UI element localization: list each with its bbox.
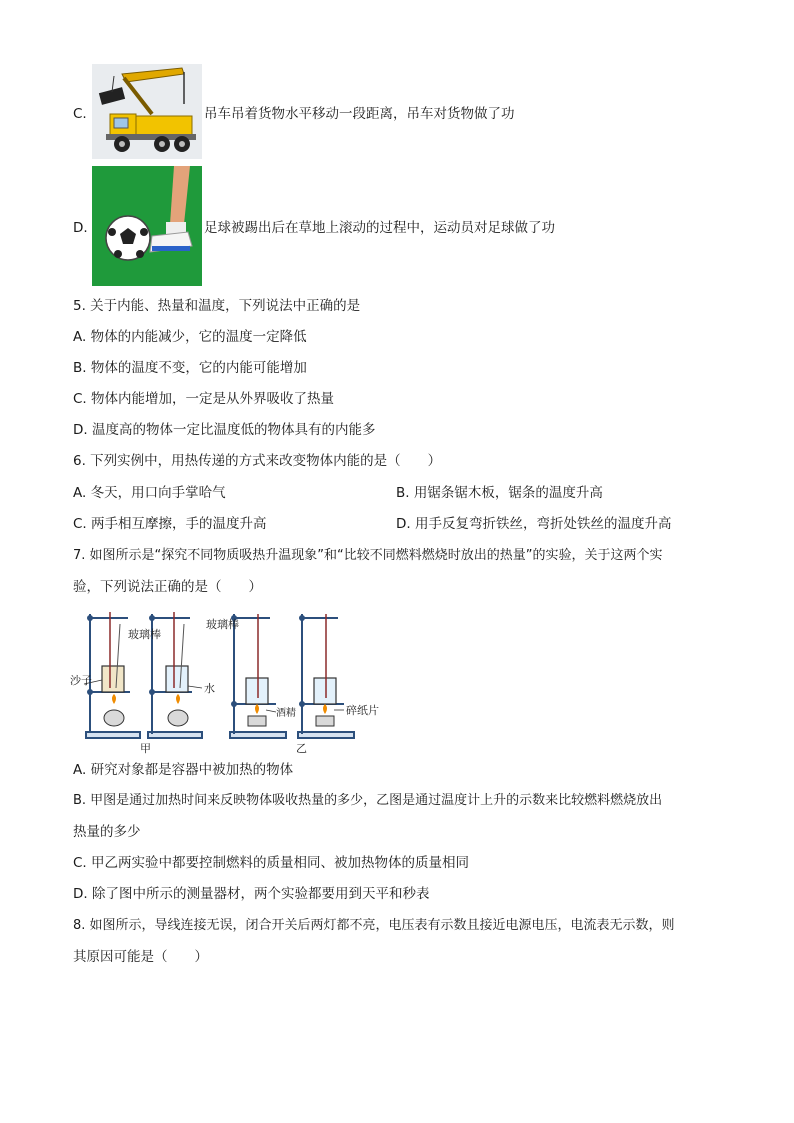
q4-option-c-letter: C. <box>73 106 87 122</box>
label-water: 水 <box>204 682 215 695</box>
q5-option-b: B. 物体的温度不变，它的内能可能增加 <box>73 360 307 376</box>
q6-stem: 6. 下列实例中，用热传递的方式来改变物体内能的是（ ） <box>73 453 442 469</box>
q7-option-a: A. 研究对象都是容器中被加热的物体 <box>73 762 294 778</box>
label-glass-rod-1: 玻璃棒 <box>128 628 161 641</box>
label-alcohol: 酒精 <box>276 708 296 719</box>
q4-option-c-text: 吊车吊着货物水平移动一段距离，吊车对货物做了功 <box>204 106 515 122</box>
q7-option-c: C. 甲乙两实验中都要控制燃料的质量相同、被加热物体的质量相同 <box>73 855 470 871</box>
experiment-figure <box>70 606 400 754</box>
q7-option-b-line2: 热量的多少 <box>73 824 141 840</box>
q8-stem-line2: 其原因可能是（ ） <box>73 949 208 965</box>
q7-stem-line2: 验，下列说法正确的是（ ） <box>73 579 262 595</box>
q7-stem-line1: 7. 如图所示是“探究不同物质吸热升温现象”和“比较不同燃料燃烧时放出的热量”的实验，关于这两个实 <box>73 548 663 563</box>
q6-option-b: B. 用锯条锯木板，锯条的温度升高 <box>396 485 603 501</box>
crane-truck-photo <box>92 64 202 159</box>
label-paper: 碎纸片 <box>346 704 379 717</box>
q7-option-b-line1: B. 甲图是通过加热时间来反映物体吸收热量的多少，乙图是通过温度计上升的示数来比较燃料燃烧放出 <box>73 793 663 808</box>
q6-option-d: D. 用手反复弯折铁丝，弯折处铁丝的温度升高 <box>396 516 672 532</box>
q5-option-d: D. 温度高的物体一定比温度低的物体具有的内能多 <box>73 422 376 438</box>
q7-option-d: D. 除了图中所示的测量器材，两个实验都要用到天平和秒表 <box>73 886 430 902</box>
q5-option-a: A. 物体的内能减少，它的温度一定降低 <box>73 329 307 345</box>
q6-option-c: C. 两手相互摩擦，手的温度升高 <box>73 516 267 532</box>
label-glass-rod-2: 玻璃棒 <box>206 618 239 631</box>
soccer-kick-photo <box>92 166 202 286</box>
q6-option-a: A. 冬天，用口向手掌哈气 <box>73 485 226 501</box>
caption-jia: 甲 <box>140 742 151 754</box>
caption-yi: 乙 <box>296 742 307 754</box>
experiment-apparatus-diagram <box>70 606 400 754</box>
q4-option-d-letter: D. <box>73 220 88 236</box>
q4-option-d-text: 足球被踢出后在草地上滚动的过程中，运动员对足球做了功 <box>204 220 555 236</box>
q5-option-c: C. 物体内能增加，一定是从外界吸收了热量 <box>73 391 335 407</box>
q8-stem-line1: 8. 如图所示，导线连接无误，闭合开关后两灯都不亮，电压表有示数且接近电源电压，电流表无示数，则 <box>73 918 675 933</box>
q5-stem: 5. 关于内能、热量和温度，下列说法中正确的是 <box>73 298 361 314</box>
label-sand: 沙子 <box>70 674 92 687</box>
